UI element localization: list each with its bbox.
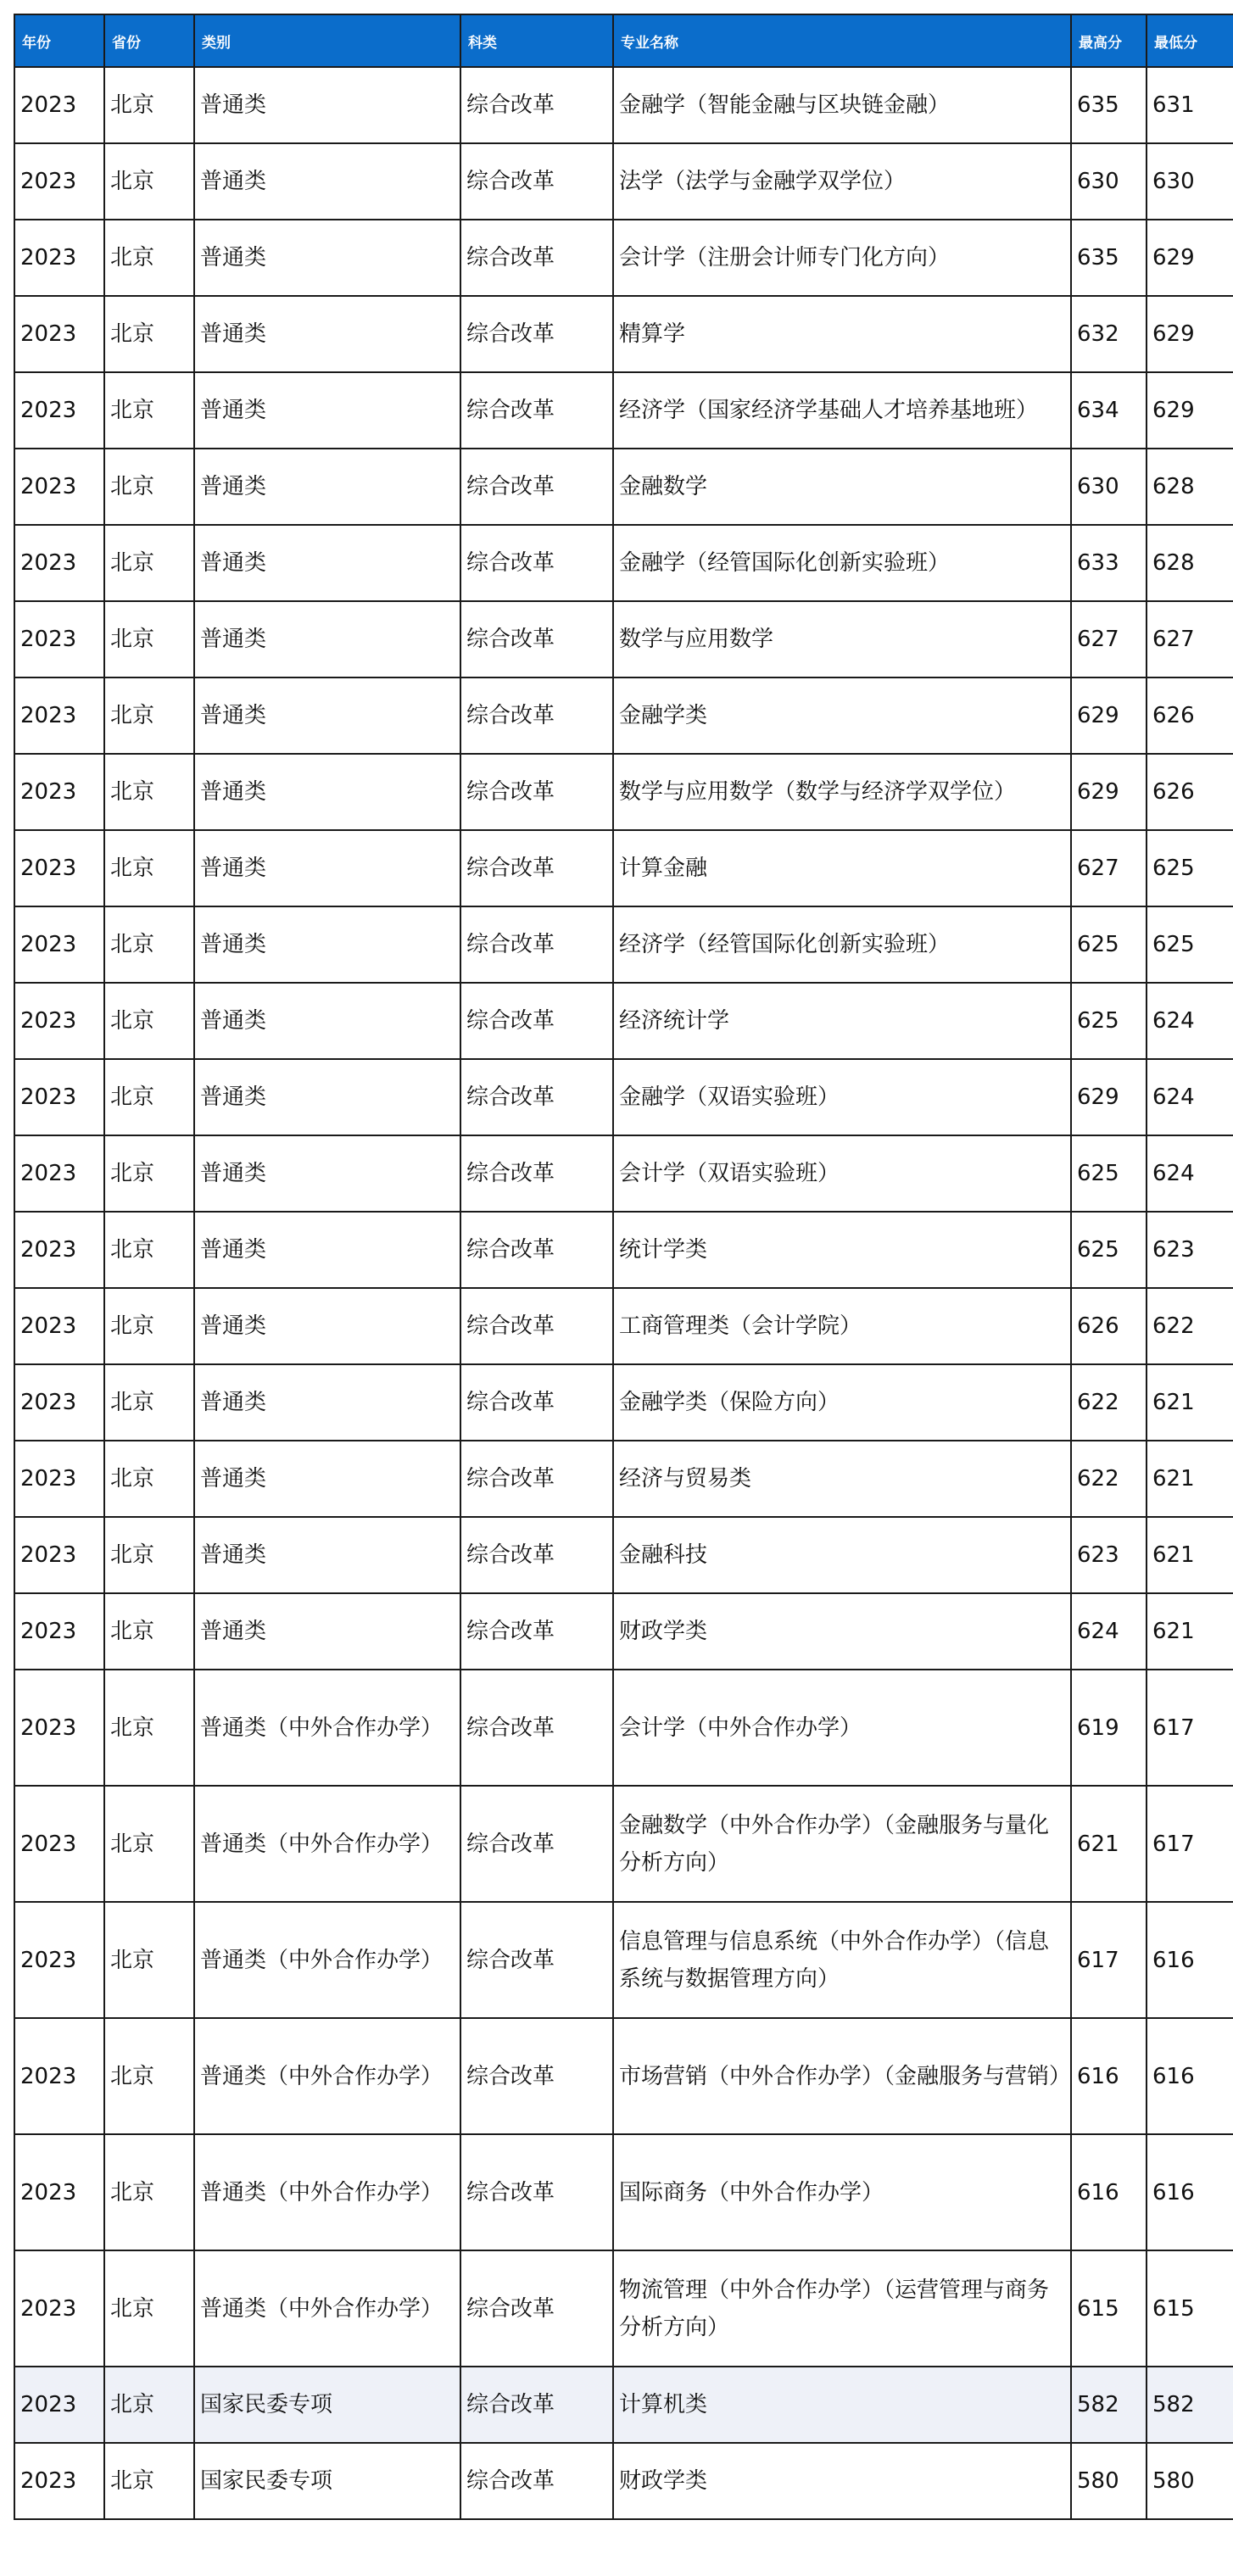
cell-min-score: 630 (1147, 143, 1233, 220)
cell-min-score: 622 (1147, 1288, 1233, 1364)
cell-subject: 综合改革 (460, 525, 613, 601)
table-row (14, 220, 1233, 296)
cell-year: 2023 (14, 143, 104, 220)
cell-subject: 综合改革 (460, 754, 613, 830)
header-year: 年份 (14, 14, 104, 67)
cell-min-score: 626 (1147, 677, 1233, 754)
table-row (14, 2134, 1233, 2250)
cell-major: 信息管理与信息系统（中外合作办学）（信息系统与数据管理方向） (613, 1902, 1071, 2018)
table-row (14, 1288, 1233, 1364)
cell-min-score: 616 (1147, 2134, 1233, 2250)
table-row (14, 2250, 1233, 2367)
table-row (14, 754, 1233, 830)
table-row (14, 1786, 1233, 1902)
cell-major: 经济学（国家经济学基础人才培养基地班） (613, 372, 1071, 449)
cell-province: 北京 (104, 1593, 194, 1670)
cell-subject: 综合改革 (460, 1902, 613, 2018)
cell-year: 2023 (14, 296, 104, 372)
cell-max-score: 582 (1071, 2367, 1147, 2443)
cell-max-score: 627 (1071, 830, 1147, 906)
cell-province: 北京 (104, 1059, 194, 1135)
cell-province: 北京 (104, 1670, 194, 1786)
table-row (14, 2018, 1233, 2134)
header-min-score: 最低分 (1147, 14, 1233, 67)
cell-year: 2023 (14, 1786, 104, 1902)
cell-category: 普通类 (194, 67, 460, 143)
cell-subject: 综合改革 (460, 143, 613, 220)
table-row (14, 1517, 1233, 1593)
cell-major: 会计学（中外合作办学） (613, 1670, 1071, 1786)
cell-min-score: 624 (1147, 1135, 1233, 1212)
cell-province: 北京 (104, 754, 194, 830)
cell-major: 精算学 (613, 296, 1071, 372)
cell-major: 金融学（双语实验班） (613, 1059, 1071, 1135)
cell-province: 北京 (104, 2134, 194, 2250)
cell-min-score: 621 (1147, 1364, 1233, 1441)
cell-min-score: 623 (1147, 1212, 1233, 1288)
cell-province: 北京 (104, 1441, 194, 1517)
cell-major: 市场营销（中外合作办学）（金融服务与营销） (613, 2018, 1071, 2134)
cell-max-score: 635 (1071, 67, 1147, 143)
cell-province: 北京 (104, 372, 194, 449)
cell-year: 2023 (14, 2018, 104, 2134)
cell-max-score: 629 (1071, 677, 1147, 754)
cell-min-score: 582 (1147, 2367, 1233, 2443)
table-row (14, 1364, 1233, 1441)
cell-min-score: 631 (1147, 67, 1233, 143)
cell-year: 2023 (14, 2250, 104, 2367)
cell-min-score: 624 (1147, 1059, 1233, 1135)
cell-min-score: 627 (1147, 601, 1233, 677)
cell-category: 普通类（中外合作办学） (194, 2134, 460, 2250)
cell-province: 北京 (104, 67, 194, 143)
cell-year: 2023 (14, 2367, 104, 2443)
cell-max-score: 624 (1071, 1593, 1147, 1670)
cell-subject: 综合改革 (460, 2367, 613, 2443)
cell-category: 普通类 (194, 143, 460, 220)
cell-subject: 综合改革 (460, 2018, 613, 2134)
cell-max-score: 616 (1071, 2018, 1147, 2134)
cell-max-score: 623 (1071, 1517, 1147, 1593)
cell-max-score: 625 (1071, 983, 1147, 1059)
table-row (14, 677, 1233, 754)
cell-province: 北京 (104, 1902, 194, 2018)
cell-subject: 综合改革 (460, 677, 613, 754)
cell-province: 北京 (104, 1517, 194, 1593)
cell-year: 2023 (14, 1364, 104, 1441)
cell-major: 金融学（智能金融与区块链金融） (613, 67, 1071, 143)
cell-max-score: 621 (1071, 1786, 1147, 1902)
cell-major: 计算机类 (613, 2367, 1071, 2443)
cell-year: 2023 (14, 1288, 104, 1364)
cell-year: 2023 (14, 525, 104, 601)
cell-max-score: 619 (1071, 1670, 1147, 1786)
cell-province: 北京 (104, 2018, 194, 2134)
table-row (14, 2443, 1233, 2519)
cell-max-score: 625 (1071, 1212, 1147, 1288)
cell-category: 普通类 (194, 1059, 460, 1135)
cell-province: 北京 (104, 525, 194, 601)
cell-year: 2023 (14, 220, 104, 296)
cell-subject: 综合改革 (460, 1364, 613, 1441)
header-province: 省份 (104, 14, 194, 67)
cell-max-score: 615 (1071, 2250, 1147, 2367)
cell-year: 2023 (14, 906, 104, 983)
cell-year: 2023 (14, 1212, 104, 1288)
cell-category: 普通类 (194, 983, 460, 1059)
cell-major: 经济与贸易类 (613, 1441, 1071, 1517)
cell-subject: 综合改革 (460, 1135, 613, 1212)
cell-min-score: 628 (1147, 525, 1233, 601)
cell-province: 北京 (104, 143, 194, 220)
cell-year: 2023 (14, 983, 104, 1059)
header-max-score: 最高分 (1071, 14, 1147, 67)
cell-year: 2023 (14, 1517, 104, 1593)
cell-category: 普通类（中外合作办学） (194, 2018, 460, 2134)
cell-subject: 综合改革 (460, 1593, 613, 1670)
cell-min-score: 629 (1147, 372, 1233, 449)
cell-year: 2023 (14, 1059, 104, 1135)
cell-year: 2023 (14, 2443, 104, 2519)
cell-subject: 综合改革 (460, 1441, 613, 1517)
cell-min-score: 615 (1147, 2250, 1233, 2367)
cell-major: 金融学类 (613, 677, 1071, 754)
cell-category: 普通类 (194, 754, 460, 830)
cell-province: 北京 (104, 1786, 194, 1902)
cell-major: 金融数学（中外合作办学）（金融服务与量化分析方向） (613, 1786, 1071, 1902)
cell-max-score: 630 (1071, 143, 1147, 220)
cell-major: 数学与应用数学（数学与经济学双学位） (613, 754, 1071, 830)
cell-major: 数学与应用数学 (613, 601, 1071, 677)
cell-province: 北京 (104, 220, 194, 296)
cell-category: 普通类 (194, 1135, 460, 1212)
table-row (14, 1212, 1233, 1288)
cell-max-score: 630 (1071, 449, 1147, 525)
cell-province: 北京 (104, 601, 194, 677)
cell-major: 物流管理（中外合作办学）（运营管理与商务分析方向） (613, 2250, 1071, 2367)
cell-province: 北京 (104, 1135, 194, 1212)
cell-category: 普通类 (194, 525, 460, 601)
cell-province: 北京 (104, 1212, 194, 1288)
cell-province: 北京 (104, 830, 194, 906)
cell-major: 工商管理类（会计学院） (613, 1288, 1071, 1364)
cell-max-score: 629 (1071, 754, 1147, 830)
cell-category: 普通类 (194, 1364, 460, 1441)
cell-year: 2023 (14, 601, 104, 677)
header-subject: 科类 (460, 14, 613, 67)
cell-max-score: 629 (1071, 1059, 1147, 1135)
header-category: 类别 (194, 14, 460, 67)
table-row (14, 525, 1233, 601)
cell-max-score: 622 (1071, 1364, 1147, 1441)
cell-max-score: 626 (1071, 1288, 1147, 1364)
cell-subject: 综合改革 (460, 2250, 613, 2367)
cell-major: 法学（法学与金融学双学位） (613, 143, 1071, 220)
cell-min-score: 625 (1147, 906, 1233, 983)
cell-province: 北京 (104, 1364, 194, 1441)
cell-category: 普通类 (194, 1517, 460, 1593)
cell-max-score: 622 (1071, 1441, 1147, 1517)
cell-category: 国家民委专项 (194, 2367, 460, 2443)
table-row (14, 372, 1233, 449)
cell-max-score: 616 (1071, 2134, 1147, 2250)
cell-min-score: 617 (1147, 1670, 1233, 1786)
cell-min-score: 624 (1147, 983, 1233, 1059)
cell-category: 普通类 (194, 449, 460, 525)
table-row (14, 983, 1233, 1059)
cell-min-score: 621 (1147, 1441, 1233, 1517)
cell-major: 金融数学 (613, 449, 1071, 525)
cell-major: 经济统计学 (613, 983, 1071, 1059)
cell-major: 金融科技 (613, 1517, 1071, 1593)
cell-subject: 综合改革 (460, 830, 613, 906)
cell-year: 2023 (14, 1902, 104, 2018)
cell-category: 普通类 (194, 220, 460, 296)
table-row (14, 67, 1233, 143)
table-row (14, 449, 1233, 525)
table-row (14, 1441, 1233, 1517)
cell-year: 2023 (14, 677, 104, 754)
table-row (14, 1593, 1233, 1670)
table-row (14, 1059, 1233, 1135)
cell-category: 国家民委专项 (194, 2443, 460, 2519)
admission-scores-table (14, 14, 1233, 2520)
cell-major: 统计学类 (613, 1212, 1071, 1288)
cell-subject: 综合改革 (460, 2443, 613, 2519)
cell-max-score: 625 (1071, 906, 1147, 983)
cell-max-score: 617 (1071, 1902, 1147, 2018)
cell-subject: 综合改革 (460, 906, 613, 983)
cell-category: 普通类 (194, 601, 460, 677)
cell-min-score: 580 (1147, 2443, 1233, 2519)
cell-year: 2023 (14, 1670, 104, 1786)
cell-major: 金融学（经管国际化创新实验班） (613, 525, 1071, 601)
cell-province: 北京 (104, 296, 194, 372)
cell-subject: 综合改革 (460, 296, 613, 372)
table-row (14, 830, 1233, 906)
cell-year: 2023 (14, 67, 104, 143)
cell-max-score: 625 (1071, 1135, 1147, 1212)
cell-category: 普通类 (194, 830, 460, 906)
cell-year: 2023 (14, 830, 104, 906)
table-row (14, 601, 1233, 677)
cell-subject: 综合改革 (460, 1786, 613, 1902)
cell-province: 北京 (104, 2250, 194, 2367)
cell-year: 2023 (14, 1135, 104, 1212)
cell-min-score: 629 (1147, 220, 1233, 296)
cell-year: 2023 (14, 449, 104, 525)
table-row (14, 1902, 1233, 2018)
cell-subject: 综合改革 (460, 449, 613, 525)
cell-province: 北京 (104, 906, 194, 983)
cell-subject: 综合改革 (460, 1517, 613, 1593)
table-row (14, 906, 1233, 983)
cell-major: 会计学（注册会计师专门化方向） (613, 220, 1071, 296)
cell-category: 普通类 (194, 906, 460, 983)
cell-major: 国际商务（中外合作办学） (613, 2134, 1071, 2250)
cell-major: 计算金融 (613, 830, 1071, 906)
cell-province: 北京 (104, 1288, 194, 1364)
cell-min-score: 616 (1147, 1902, 1233, 2018)
cell-year: 2023 (14, 1593, 104, 1670)
cell-subject: 综合改革 (460, 1670, 613, 1786)
cell-category: 普通类（中外合作办学） (194, 2250, 460, 2367)
cell-category: 普通类（中外合作办学） (194, 1902, 460, 2018)
cell-min-score: 616 (1147, 2018, 1233, 2134)
header-major: 专业名称 (613, 14, 1071, 67)
cell-subject: 综合改革 (460, 67, 613, 143)
cell-major: 会计学（双语实验班） (613, 1135, 1071, 1212)
cell-year: 2023 (14, 372, 104, 449)
cell-year: 2023 (14, 754, 104, 830)
table-header-row (14, 14, 1233, 67)
cell-subject: 综合改革 (460, 372, 613, 449)
table-row (14, 296, 1233, 372)
cell-province: 北京 (104, 449, 194, 525)
cell-max-score: 627 (1071, 601, 1147, 677)
cell-category: 普通类 (194, 1593, 460, 1670)
admission-scores-table-wrapper (14, 14, 1233, 2520)
cell-subject: 综合改革 (460, 2134, 613, 2250)
cell-category: 普通类（中外合作办学） (194, 1786, 460, 1902)
cell-max-score: 633 (1071, 525, 1147, 601)
cell-min-score: 621 (1147, 1593, 1233, 1670)
cell-category: 普通类 (194, 1441, 460, 1517)
cell-min-score: 617 (1147, 1786, 1233, 1902)
cell-subject: 综合改革 (460, 1059, 613, 1135)
cell-year: 2023 (14, 1441, 104, 1517)
cell-subject: 综合改革 (460, 220, 613, 296)
cell-subject: 综合改革 (460, 1212, 613, 1288)
table-row (14, 1135, 1233, 1212)
cell-max-score: 634 (1071, 372, 1147, 449)
cell-subject: 综合改革 (460, 1288, 613, 1364)
cell-min-score: 621 (1147, 1517, 1233, 1593)
cell-min-score: 629 (1147, 296, 1233, 372)
cell-max-score: 580 (1071, 2443, 1147, 2519)
table-row (14, 2367, 1233, 2443)
cell-min-score: 625 (1147, 830, 1233, 906)
cell-province: 北京 (104, 2443, 194, 2519)
cell-category: 普通类 (194, 1212, 460, 1288)
cell-subject: 综合改革 (460, 983, 613, 1059)
cell-min-score: 626 (1147, 754, 1233, 830)
cell-province: 北京 (104, 2367, 194, 2443)
cell-subject: 综合改革 (460, 601, 613, 677)
cell-category: 普通类 (194, 372, 460, 449)
cell-max-score: 632 (1071, 296, 1147, 372)
cell-province: 北京 (104, 983, 194, 1059)
cell-major: 财政学类 (613, 2443, 1071, 2519)
cell-year: 2023 (14, 2134, 104, 2250)
cell-max-score: 635 (1071, 220, 1147, 296)
cell-category: 普通类（中外合作办学） (194, 1670, 460, 1786)
cell-province: 北京 (104, 677, 194, 754)
table-row (14, 143, 1233, 220)
cell-category: 普通类 (194, 296, 460, 372)
cell-min-score: 628 (1147, 449, 1233, 525)
cell-major: 经济学（经管国际化创新实验班） (613, 906, 1071, 983)
cell-major: 金融学类（保险方向） (613, 1364, 1071, 1441)
table-row (14, 1670, 1233, 1786)
cell-major: 财政学类 (613, 1593, 1071, 1670)
cell-category: 普通类 (194, 677, 460, 754)
cell-category: 普通类 (194, 1288, 460, 1364)
